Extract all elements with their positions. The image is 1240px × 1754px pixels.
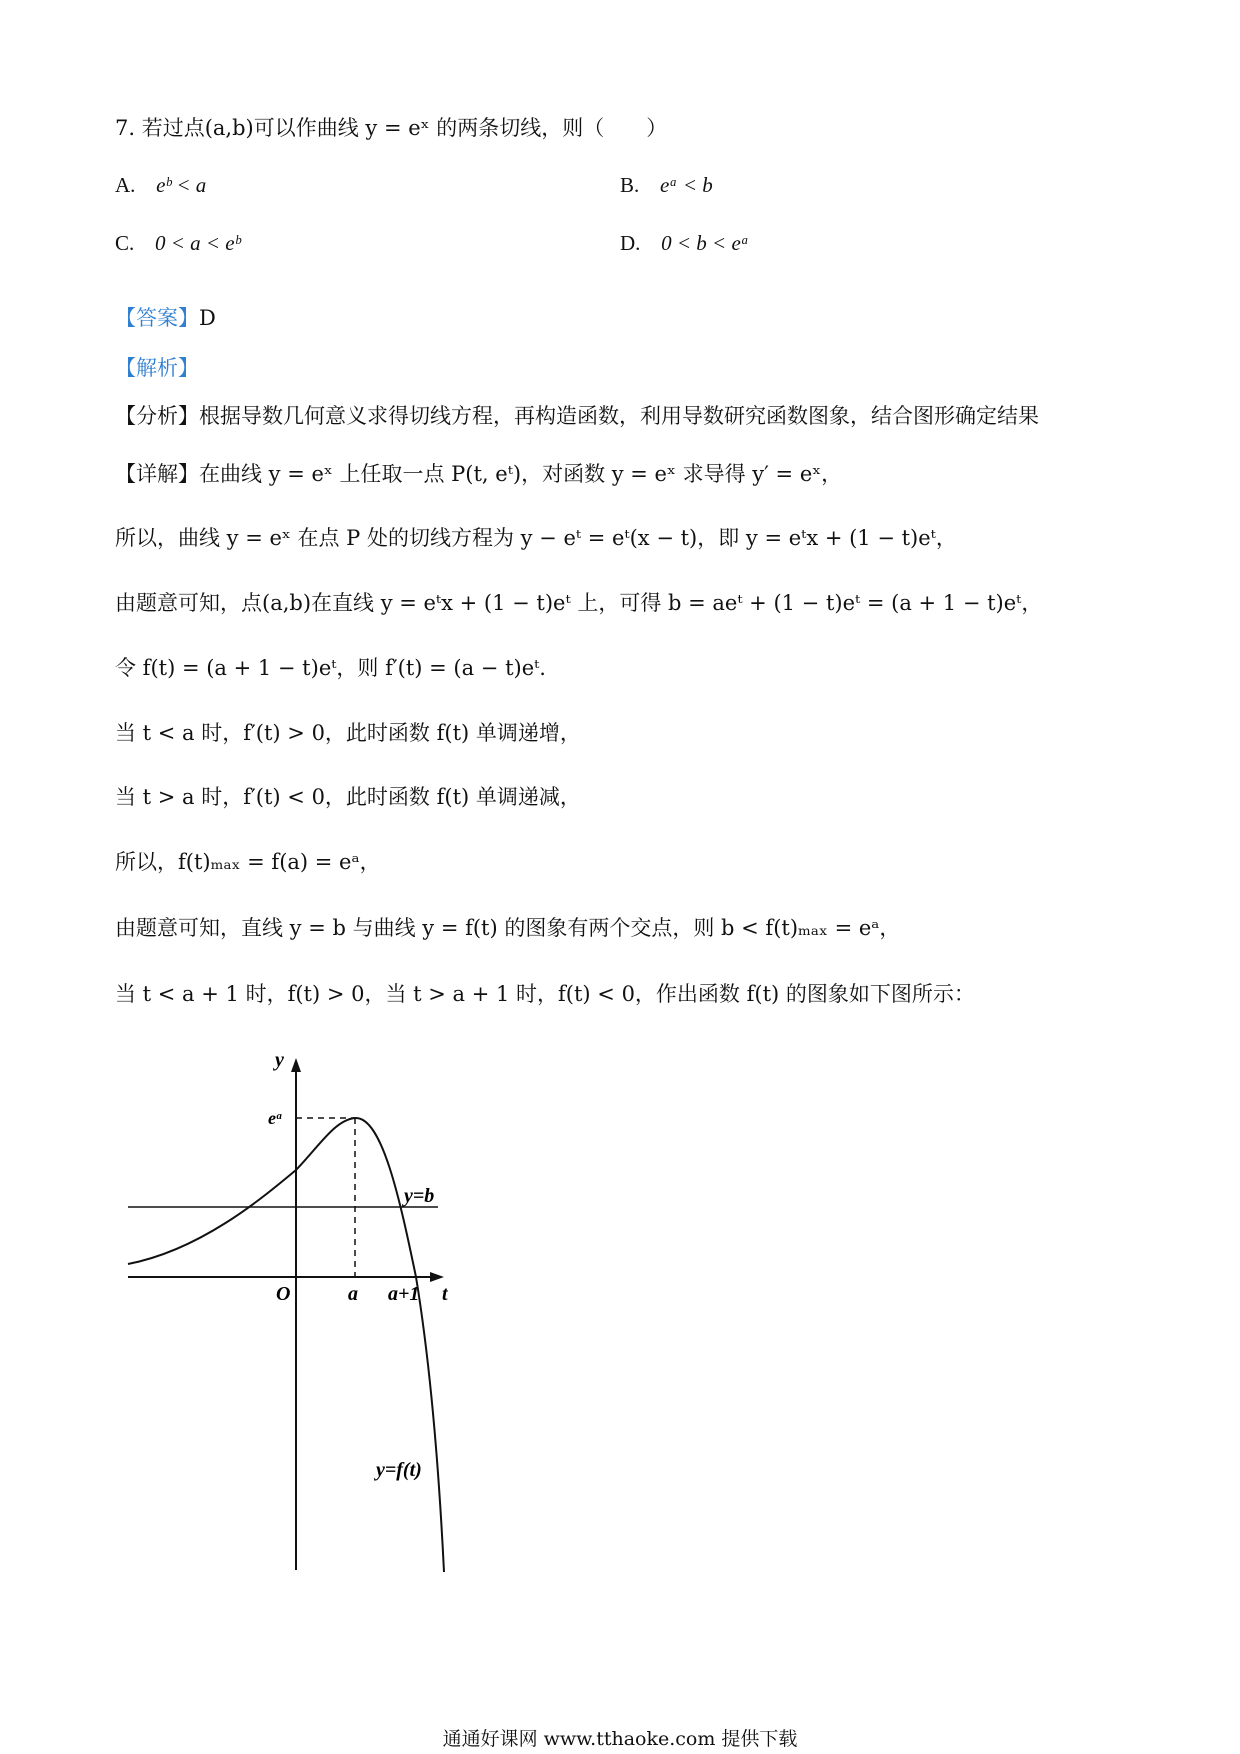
option-a-text: eᵇ < a	[156, 173, 207, 197]
solution-line	[115, 652, 546, 682]
line-y-equals-b-label: y=b	[404, 1185, 435, 1207]
solution-line-text: 根据导数几何意义求得切线方程，再构造函数，利用导数研究函数图象，结合图形确定结果	[199, 404, 1039, 428]
solution-line-text: 当 t > a 时，f′(t) < 0，此时函数 f(t) 单调递减，	[115, 785, 581, 809]
solution-line	[115, 912, 900, 942]
solution-line-text: 当 t < a 时，f′(t) > 0，此时函数 f(t) 单调递增，	[115, 721, 581, 745]
option-d-label: D.	[620, 231, 641, 255]
analysis-heading	[115, 352, 199, 382]
answer-tag: 【答案】	[115, 306, 199, 330]
option-c	[115, 231, 240, 256]
page-footer: 通通好课网 www.tthaoke.com 提供下载	[442, 1728, 798, 1750]
option-d	[620, 231, 749, 256]
answer-value: D	[199, 306, 216, 330]
option-c-label: C.	[115, 231, 135, 255]
max-value-label: eᵃ	[268, 1108, 282, 1128]
option-c-text: 0 < a < eᵇ	[154, 231, 241, 255]
solution-line-text: 令 f(t) = (a + 1 − t)eᵗ，则 f′(t) = (a − t)eᵗ.	[115, 656, 546, 680]
curve-label: y=f(t)	[376, 1459, 422, 1481]
analysis-tag: 【解析】	[115, 356, 199, 380]
curve-f-t	[128, 1118, 444, 1572]
option-d-text: 0 < b < eᵃ	[661, 231, 750, 255]
solution-line	[115, 400, 1039, 430]
solution-line	[115, 522, 957, 552]
option-a	[115, 173, 206, 198]
solution-line-text: 当 t < a + 1 时，f(t) > 0，当 t > a + 1 时，f(t) < 0，作出函数 f(t) 的图象如下图所示：	[115, 982, 975, 1006]
solution-line-tag: 【详解】	[115, 462, 199, 486]
option-b-text: eᵃ < b	[659, 173, 713, 197]
solution-line-text: 由题意可知，点(a,b)在直线 y = eᵗx + (1 − t)eᵗ 上，可得 b = aeᵗ + (1 − t)eᵗ = (a + 1 − t)eᵗ，	[115, 591, 1043, 615]
solution-line	[115, 978, 975, 1008]
solution-line-text: 所以，曲线 y = eˣ 在点 P 处的切线方程为 y − eᵗ = eᵗ(x − t)，即 y = eᵗx + (1 − t)eᵗ，	[115, 526, 957, 550]
solution-line-text: 由题意可知，直线 y = b 与曲线 y = f(t) 的图象有两个交点，则 b < f(t)ₘₐₓ = eᵃ，	[115, 916, 901, 940]
solution-line-tag: 【分析】	[115, 404, 199, 428]
question-stem: 7. 若过点(a,b)可以作曲线 y = eˣ 的两条切线，则（ ）	[115, 116, 668, 140]
solution-line	[115, 717, 581, 747]
a-plus-one-tick-label: a+1	[388, 1283, 420, 1305]
solution-line	[115, 846, 381, 876]
t-axis-arrow	[430, 1272, 444, 1282]
y-axis-label: y	[275, 1050, 284, 1071]
option-b-label: B.	[620, 173, 640, 197]
option-a-label: A.	[115, 173, 136, 197]
solution-line	[115, 587, 1042, 617]
function-graph	[120, 1050, 480, 1590]
solution-line	[115, 781, 581, 811]
solution-line-text: 在曲线 y = eˣ 上任取一点 P(t, eᵗ)，对函数 y = eˣ 求导得 y′ = eˣ，	[199, 462, 843, 486]
t-axis-label: t	[442, 1283, 448, 1305]
option-b	[620, 173, 713, 198]
y-axis-arrow	[291, 1058, 301, 1072]
a-tick-label: a	[348, 1283, 358, 1305]
origin-label: O	[276, 1283, 291, 1305]
solution-line	[115, 458, 842, 488]
answer-line	[115, 302, 216, 332]
solution-line-text: 所以，f(t)ₘₐₓ = f(a) = eᵃ，	[115, 850, 381, 874]
